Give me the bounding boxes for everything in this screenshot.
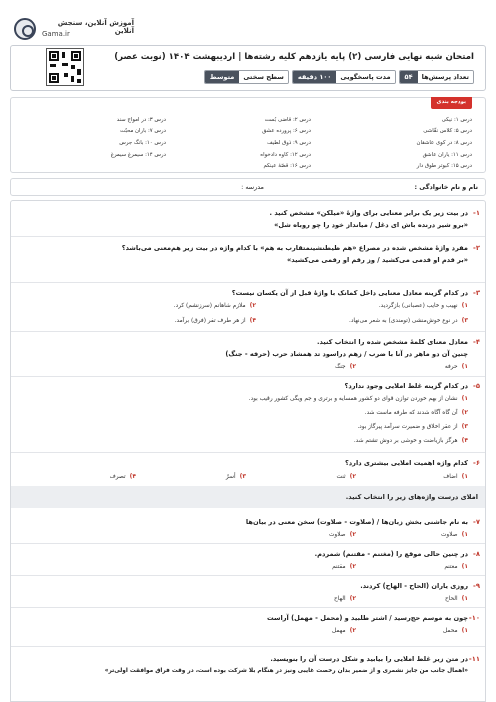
question-verse: «برو شیر درنده باش ای دغل / میانداز خود را چو روباه شل» — [274, 221, 468, 229]
site-name: آموزش آنلاین، سنجش آنلاین — [57, 19, 134, 35]
answer-option[interactable]: ۱) حرفه — [444, 363, 468, 370]
qr-code-icon — [46, 48, 84, 86]
divider — [11, 236, 485, 237]
answer-option[interactable]: ۱) مغتنم — [444, 563, 468, 570]
question-text: روزی یاران (الحاح - الهاح) کردند. — [360, 582, 468, 590]
answer-option[interactable]: ۴) از هر طرف تفر (فرق) برآمد. — [174, 317, 256, 324]
topics-box — [10, 97, 486, 173]
school-label: مدرسه : — [241, 183, 264, 191]
duration-chip: مدت پاسخگویی ۱۰۰ دقیقه — [292, 70, 396, 84]
answer-option[interactable]: ۲) الهاح — [334, 595, 356, 602]
divider — [11, 452, 485, 453]
question-text: به نام جاشنی بخش زبان‌ها / (صلاوت - صلاوت) سخن معنی در بیان‌ها — [245, 518, 468, 526]
question-text: کدام واژه اهمیت املایی بیشتری دارد؟ — [344, 459, 468, 467]
answer-option[interactable]: ۲) ثنت — [336, 473, 356, 480]
answer-option[interactable]: ۱) اضاف — [443, 473, 468, 480]
question-number: ۱۰- — [468, 614, 480, 622]
answer-option[interactable]: ۲) مقتنم — [332, 563, 356, 570]
question-verse: چنین آن دو ماهر در آنا با ضرب / زهم دراسود تد همشاد حرب (حرفه - جنگ) — [225, 350, 468, 358]
answer-option[interactable]: ۲) آن گاه آگاه شدند که طرفه ماست شد. — [364, 409, 468, 416]
difficulty-chip: سطح سختی متوسط — [204, 70, 289, 84]
answer-option[interactable]: ۳) در نوع خوش‌منشی (تومندی) به شعر می‌نهاد. — [349, 317, 468, 324]
question-verse: «بر قدم او قدمی می‌کشید / وز رقم او رقمی می‌کشید» — [287, 256, 468, 264]
topic-item: درس ۱۵: کبوتر طوق دار — [416, 163, 472, 169]
question-number: ۲- — [473, 244, 480, 252]
answer-option[interactable]: ۲) ملازم شاهانم (سرزنشم) کرد. — [173, 302, 256, 309]
divider — [11, 575, 485, 576]
topic-item: درس ۵: کلاس نقّاشی — [423, 128, 472, 134]
question-number: ۱۱- — [468, 655, 480, 663]
divider — [11, 376, 485, 377]
answer-option[interactable]: ۲) مهمل — [332, 627, 356, 634]
topic-item: درس ۱۴: سیمرغ سیمرغ — [110, 152, 166, 158]
answer-option[interactable]: ۱) محمل — [442, 627, 468, 634]
answer-option[interactable]: ۱) نهیب و خایب (عصبانی) بازگردید. — [378, 302, 468, 309]
divider — [11, 282, 485, 283]
question-text: در کدام گزینه غلط املایی وجود ندارد؟ — [344, 382, 468, 390]
question-text: در بیت زیر یک برابر معنایی برای واژهٔ «میلکن» مشخص کنید . — [269, 209, 468, 217]
answer-option[interactable]: ۴) تصرف — [109, 473, 136, 480]
site-logo[interactable] — [14, 16, 134, 44]
question-text: در متن زیر غلط املایی را بیابید و شکل درست آن را بنویسید. — [270, 655, 468, 663]
section-title: املای درست واژه‌های زیر را انتخاب کنید. — [345, 493, 478, 501]
answer-option[interactable]: ۱) صلاوت — [440, 531, 468, 538]
answer-option[interactable]: ۴) هرگز بازیاضت و خوشی بر دوش تشتم شد. — [353, 437, 468, 444]
exam-title: امتحان شبه نهایی فارسی (۲) پایه یازدهم کلیه رشته‌ها | اردیبهشت ۱۴۰۴ (نوبت عصر) — [114, 52, 474, 62]
exam-info-row — [204, 70, 474, 84]
question-number: ۳- — [473, 289, 480, 297]
site-url[interactable]: Gama.ir — [42, 30, 70, 38]
divider — [11, 646, 485, 647]
topic-item: درس ۱۰: بانگ جرس — [119, 140, 166, 146]
topic-item: درس ۸: در کوی عاشقان — [416, 140, 472, 146]
question-text: در چنین حالی موقع را (مغتنم - مقتنم) شمردم. — [314, 550, 468, 558]
topic-item: درس ۱: نیکی — [441, 117, 472, 123]
divider — [11, 543, 485, 544]
divider — [11, 607, 485, 608]
student-name-label: نام و نام خانوادگی : — [414, 183, 478, 191]
gama-logo-icon — [14, 18, 36, 40]
answer-option[interactable]: ۲) جنگ — [335, 363, 356, 370]
answer-option[interactable]: ۳) از عقر اخلاق و ضمیرت سرآمد پیرگاز بود. — [357, 423, 468, 430]
topic-item: درس ۹: ذوق لطیف — [267, 140, 311, 146]
topic-item: درس ۶: پرورده عشق — [262, 128, 311, 134]
divider — [11, 331, 485, 332]
answer-option[interactable]: ۱) نشان از بهم خوردن توازن قوای دو کشور همسایه و برتری و جم ویگی کشور رقیب بود. — [248, 395, 468, 402]
question-text: در کدام گزینه معادل معنایی داخل کمانک با واژهٔ قبل از آن یکسان نیست؟ — [231, 289, 468, 297]
topic-item: درس ۲: قاضی بُست — [264, 117, 311, 123]
question-number: ۸- — [473, 550, 480, 558]
answer-option[interactable]: ۲) صلاوت — [328, 531, 356, 538]
topic-item: درس ۱۱: یاران عاشق — [422, 152, 472, 158]
question-number: ۱- — [473, 209, 480, 217]
question-number: ۵- — [473, 382, 480, 390]
question-number: ۴- — [473, 338, 480, 346]
question-text: مفرد واژهٔ مشخص شده در مصراع «هم ظیطنشینمتقارب به هم» با کدام واژه در بیت زیر هم‌معنی می‌باشد؟ — [121, 244, 468, 252]
question-text: چون به موسم حج‌رسید / اشتر طلبید و (محمل - مهمل) آراست — [267, 614, 468, 622]
topic-item: درس ۱۶: قصّهٔ عینکم — [263, 163, 311, 169]
question-number: ۶- — [473, 459, 480, 467]
question-number: ۷- — [473, 518, 480, 526]
question-text: معادل معنای کلمهٔ مشخص شده را انتخاب کنید. — [316, 338, 468, 346]
topic-item: درس ۳: در امواج سند — [116, 117, 166, 123]
question-number: ۹- — [473, 582, 480, 590]
questions-box — [10, 200, 486, 702]
topic-item: درس ۷: باران محبّت — [120, 128, 166, 134]
answer-option[interactable]: ۳) أسرُ — [225, 473, 246, 480]
answer-option[interactable]: ۱) الحاح — [444, 595, 468, 602]
topics-tag: بودجه بندی — [431, 97, 472, 109]
topic-item: درس ۱۲: کاوه دادخواه — [260, 152, 311, 158]
question-passage: «اهمال جانب من جایز نشمری و از ضمیر بدان رخصت غایبی ونیز در هنگام بلا شرکت بوده است، در وقت فراق موافقت اولی‌تر» — [104, 668, 468, 674]
question-count-chip: تعداد پرسش‌ها ۵۴ — [399, 70, 474, 84]
